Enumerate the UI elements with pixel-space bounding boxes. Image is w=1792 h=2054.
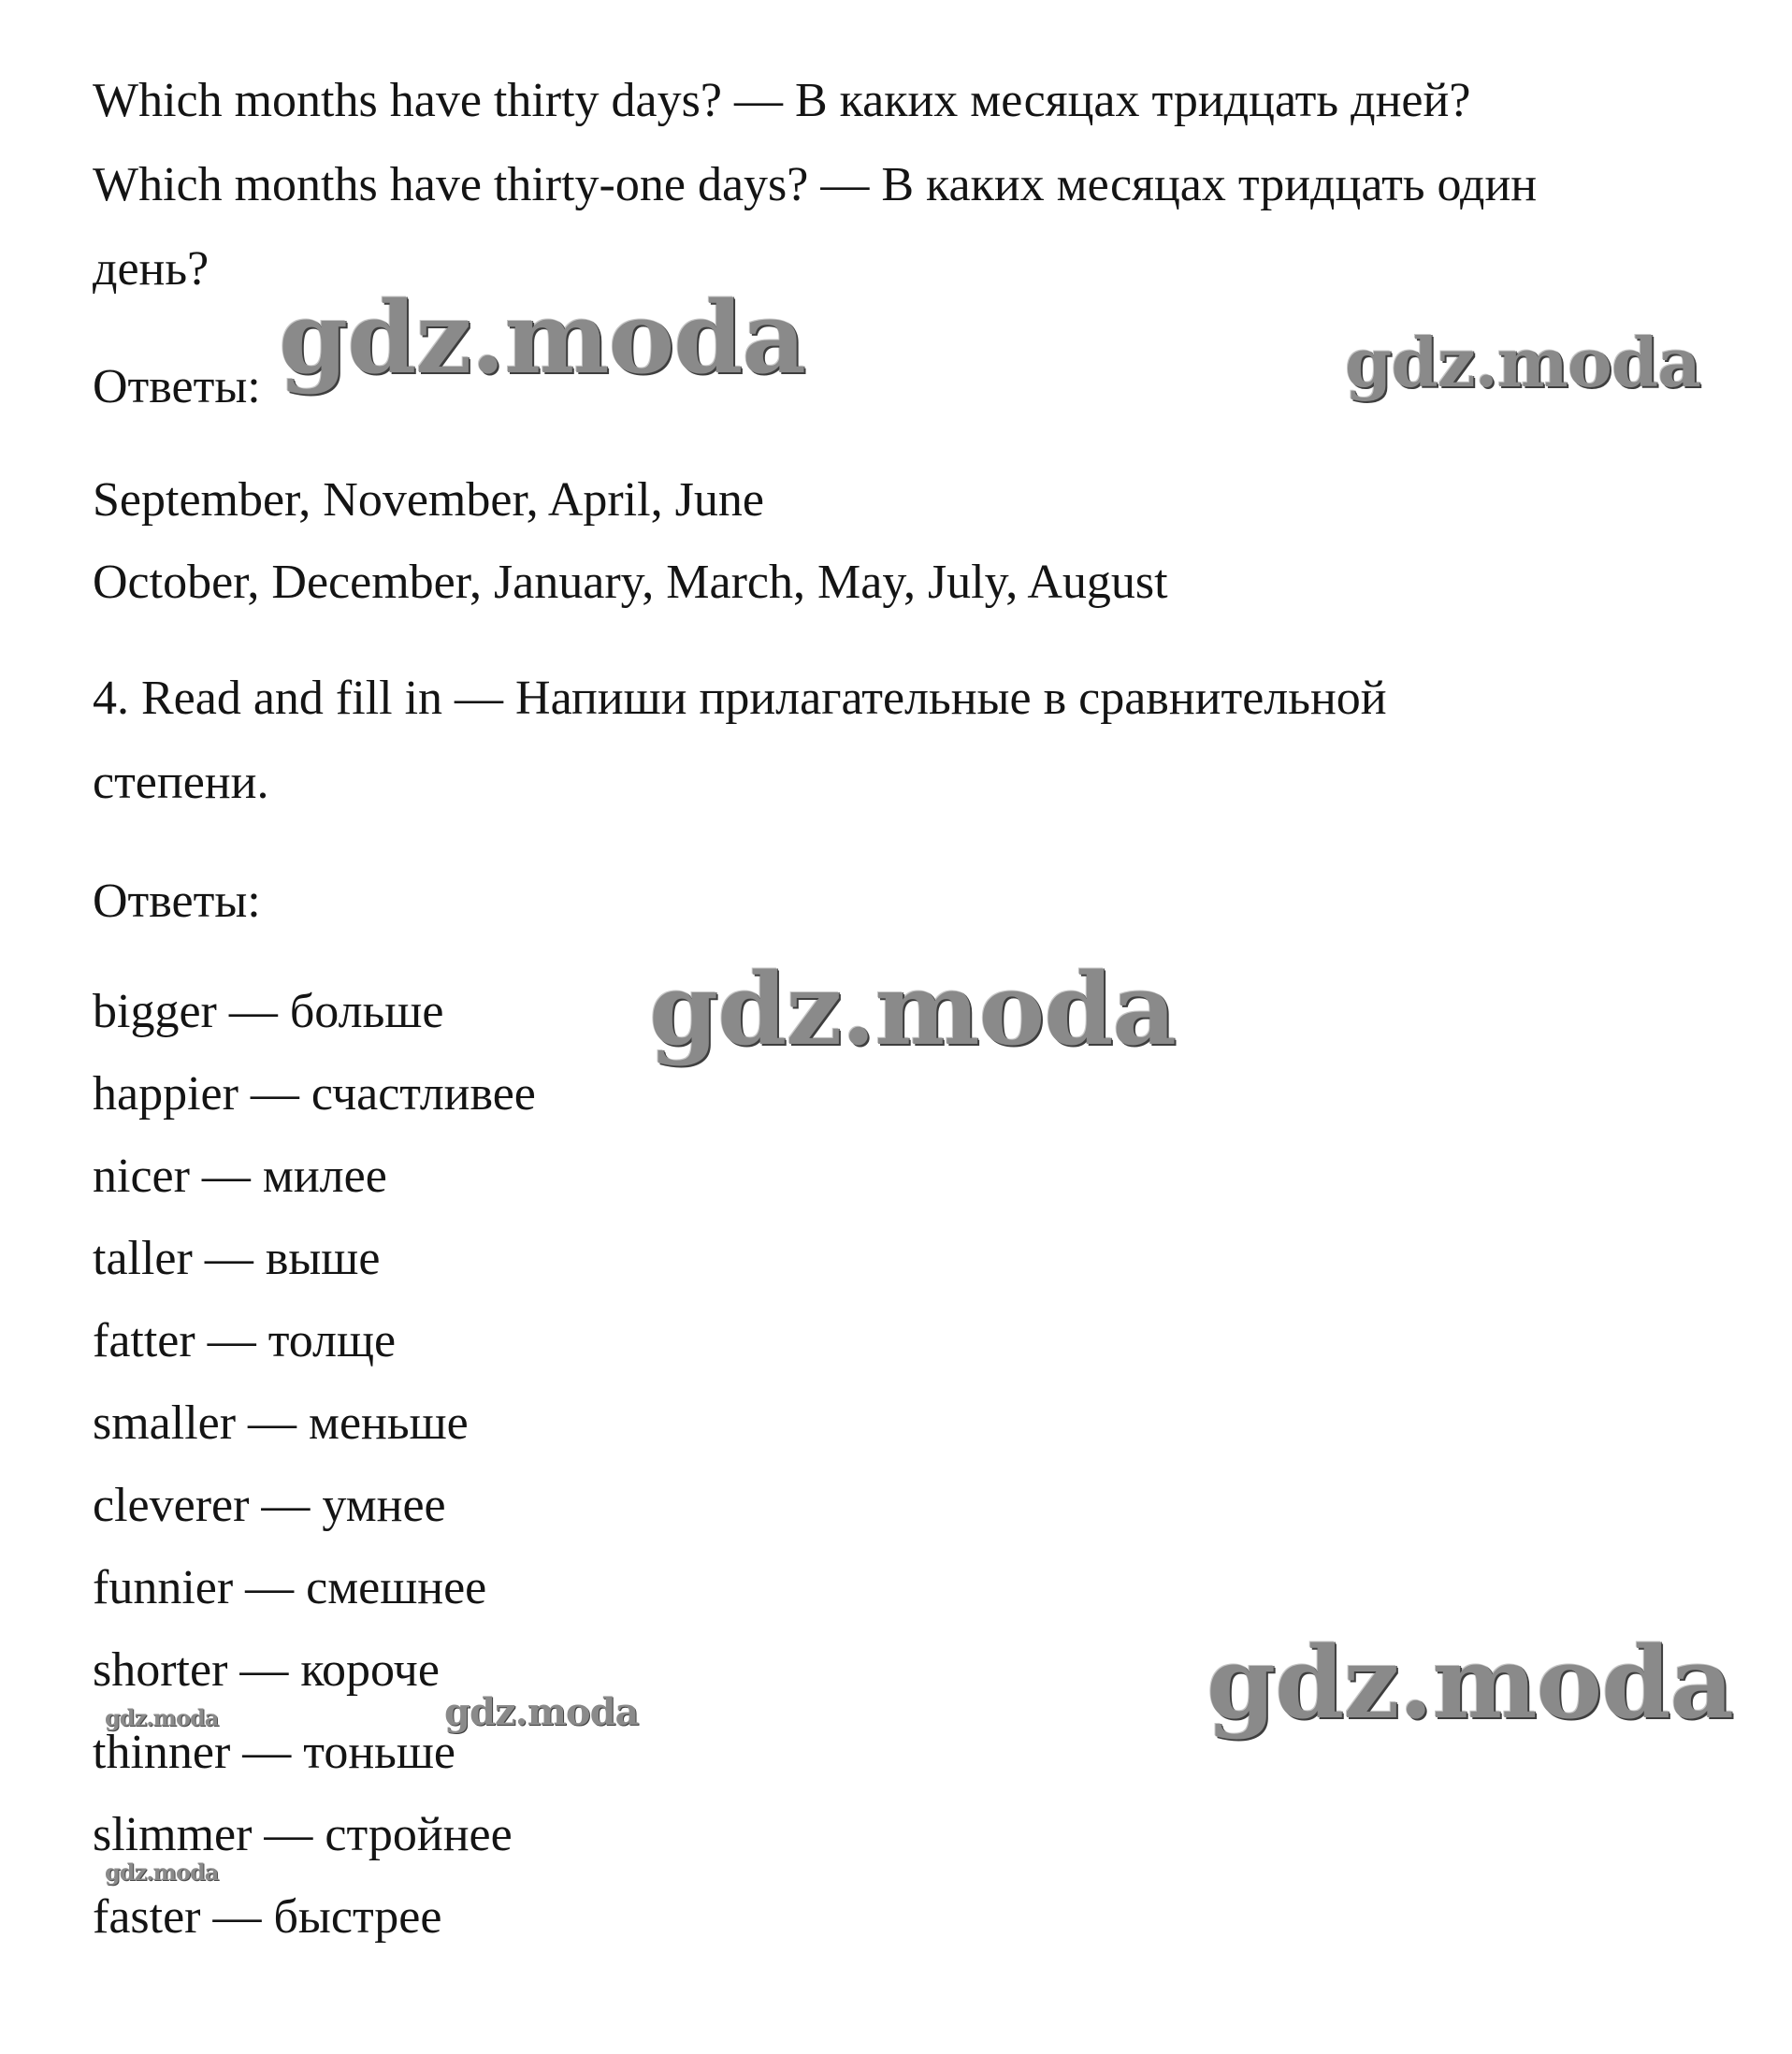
comparative-line: funnier — смешнее <box>93 1561 487 1614</box>
task4-line-2: степени. <box>93 756 269 809</box>
comparative-line: smaller — меньше <box>93 1396 469 1450</box>
comparative-line: taller — выше <box>93 1232 381 1285</box>
answers-label-2: Ответы: <box>93 875 261 928</box>
comparative-line: bigger — больше <box>93 985 444 1038</box>
comparative-line: happier — счастливее <box>93 1067 536 1121</box>
comparative-line: cleverer — умнее <box>93 1479 446 1532</box>
comparative-line: shorter — короче <box>93 1643 440 1697</box>
watermark-logo: gdz.moda <box>105 1859 219 1886</box>
watermark-logo: gdz.moda <box>1345 323 1700 402</box>
watermark-logo: gdz.moda <box>649 950 1176 1067</box>
answer-line-1: September, November, April, June <box>93 473 764 527</box>
comparative-line: faster — быстрее <box>93 1890 442 1944</box>
watermark-logo: gdz.moda <box>279 279 805 396</box>
watermark-logo: gdz.moda <box>105 1704 219 1731</box>
watermark-logo: gdz.moda <box>1207 1624 1733 1741</box>
comparative-line: slimmer — стройнее <box>93 1808 513 1861</box>
watermark-logo: gdz.moda <box>444 1690 639 1734</box>
question-line-2: Which months have thirty-one days? — В каких месяцах тридцать один <box>93 158 1538 211</box>
comparative-line: fatter — толще <box>93 1314 397 1367</box>
comparative-line: nicer — милее <box>93 1150 387 1203</box>
comparative-line: thinner — тоньше <box>93 1726 455 1779</box>
question-line-3: день? <box>93 242 210 296</box>
question-line-1: Which months have thirty days? — В каких месяцах тридцать дней? <box>93 74 1471 127</box>
answers-label-1: Ответы: <box>93 360 261 413</box>
answer-line-2: October, December, January, March, May, July, August <box>93 556 1168 609</box>
task4-line-1: 4. Read and fill in — Напиши прилагательные в сравнительной <box>93 672 1387 725</box>
